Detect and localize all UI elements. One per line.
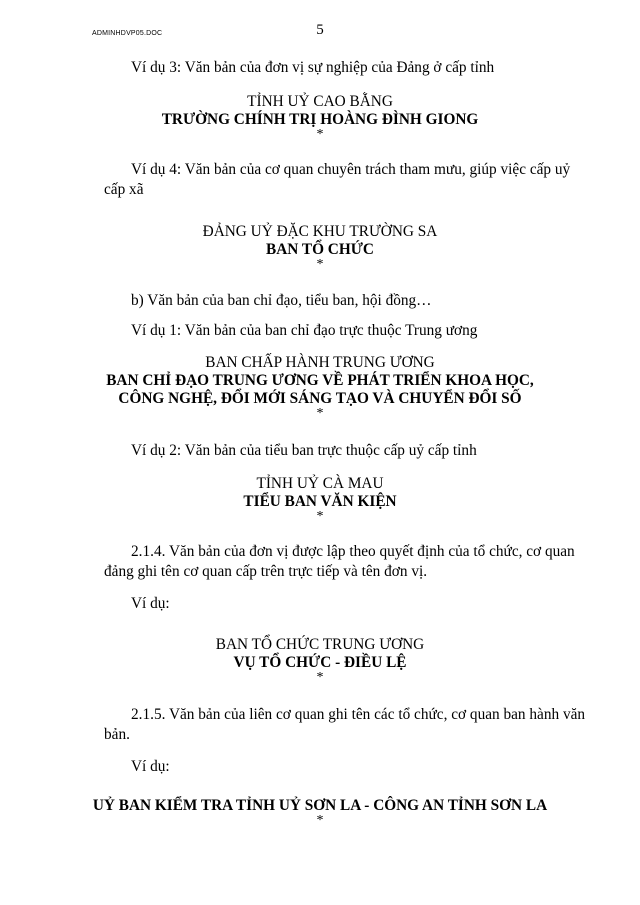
page-number: 5	[316, 22, 324, 38]
paragraph-example-2: Ví dụ 2: Văn bản của tiểu ban trực thuộc cấp uỷ cấp tỉnh	[131, 442, 477, 459]
org-name: BAN CHẤP HÀNH TRUNG ƯƠNG	[205, 354, 435, 371]
org-name: TỈNH UỶ CAO BẰNG	[247, 93, 393, 110]
star-marker: *	[316, 670, 324, 685]
unit-name: VỤ TỔ CHỨC - ĐIỀU LỆ	[233, 654, 407, 671]
star-marker: *	[316, 509, 324, 524]
paragraph-example-3: Ví dụ 3: Văn bản của đơn vị sự nghiệp của Đảng ở cấp tỉnh	[131, 59, 495, 76]
example-block-1	[0, 92, 640, 141]
paragraph-example: Ví dụ:	[131, 758, 170, 775]
star-marker: *	[316, 127, 324, 142]
file-label: ADMINHDVP05.DOC	[92, 30, 163, 37]
unit-name: TRƯỜNG CHÍNH TRỊ HOÀNG ĐÌNH GIONG	[161, 111, 479, 128]
paragraph-example-4: Ví dụ 4: Văn bản của cơ quan chuyên trách tham mưu, giúp việc cấp uỷ cấp xã	[104, 161, 571, 198]
paragraph-section-b: b) Văn bản của ban chỉ đạo, tiểu ban, hội đồng…	[131, 292, 432, 309]
star-marker: *	[316, 813, 324, 828]
unit-name-line-2: CÔNG NGHỆ, ĐỔI MỚI SÁNG TẠO VÀ CHUYỂN ĐỔI SỐ	[118, 390, 522, 407]
star-marker: *	[316, 257, 324, 272]
paragraph-example-1: Ví dụ 1: Văn bản của ban chỉ đạo trực thuộc Trung ương	[131, 322, 478, 339]
example-block-6	[0, 797, 640, 827]
unit-name: TIỂU BAN VĂN KIỆN	[243, 493, 397, 510]
paragraph-2-1-4: 2.1.4. Văn bản của đơn vị được lập theo quyết định của tổ chức, cơ quan đảng ghi tên cơ quan cấp trên trực tiếp và tên đơn vị.	[104, 543, 575, 580]
paragraph-2-1-5: 2.1.5. Văn bản của liên cơ quan ghi tên các tổ chức, cơ quan ban hành văn bản.	[104, 706, 586, 743]
example-block-2	[0, 222, 640, 271]
unit-name: UỶ BAN KIỂM TRA TỈNH UỶ SƠN LA - CÔNG AN TỈNH SƠN LA	[92, 797, 548, 814]
unit-name: BAN TỔ CHỨC	[266, 241, 374, 258]
paragraph-example: Ví dụ:	[131, 595, 170, 612]
org-name: TỈNH UỶ CÀ MAU	[256, 475, 384, 492]
org-name: BAN TỔ CHỨC TRUNG ƯƠNG	[215, 636, 425, 653]
org-name: ĐẢNG UỶ ĐẶC KHU TRƯỜNG SA	[202, 223, 438, 240]
example-block-4	[0, 474, 640, 523]
example-block-3	[0, 353, 640, 420]
unit-name-line-1: BAN CHỈ ĐẠO TRUNG ƯƠNG VỀ PHÁT TRIỂN KHOA HỌC,	[106, 372, 534, 389]
example-block-5	[0, 635, 640, 684]
star-marker: *	[316, 406, 324, 421]
